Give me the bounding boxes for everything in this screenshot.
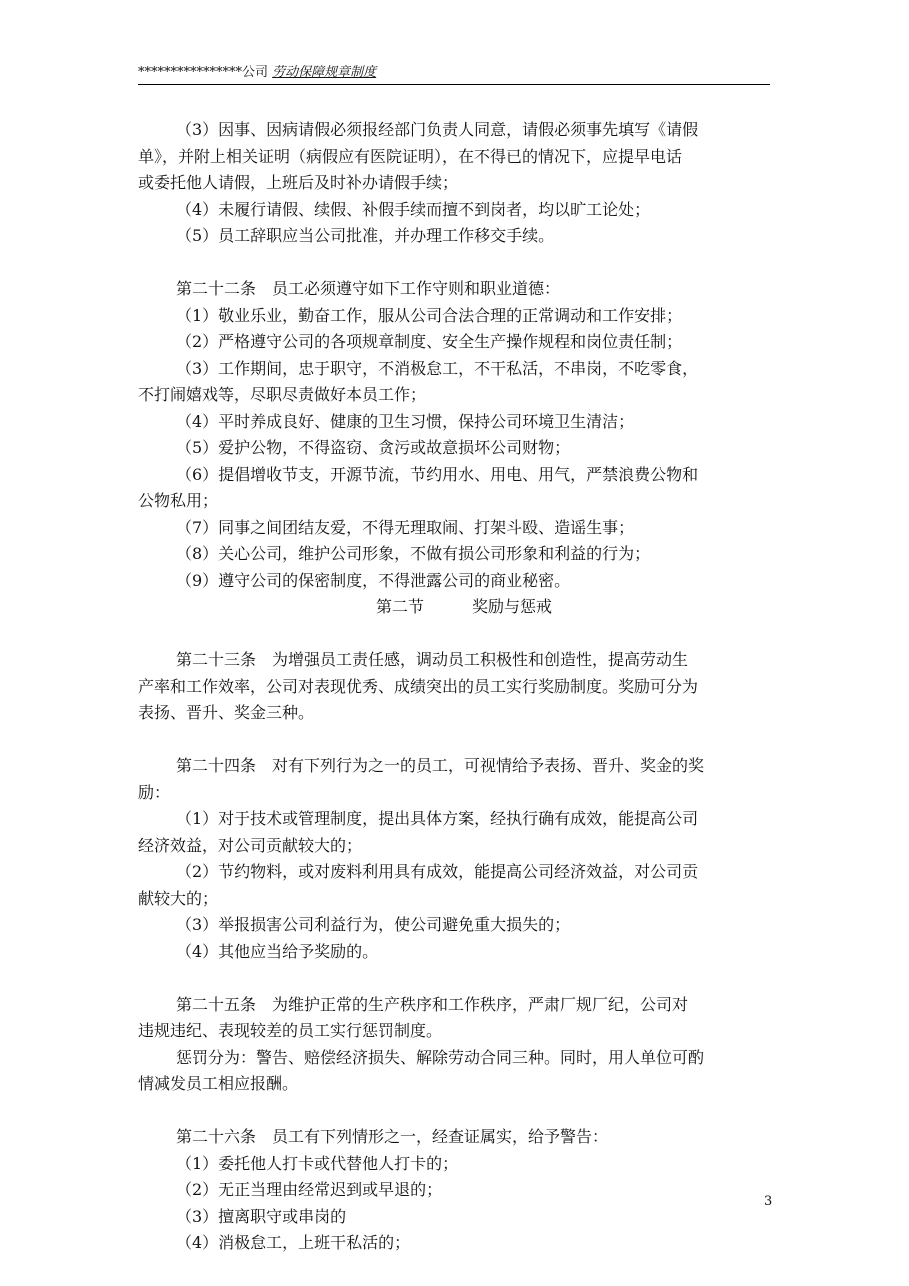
text-line: （2）节约物料，或对废料利用具有成效，能提高公司经济效益，对公司贡	[176, 862, 699, 881]
text-line: （1）敬业乐业，勤奋工作，服从公司合法合理的正常调动和工作安排；	[176, 305, 683, 325]
text-line: （4）平时养成良好、健康的卫生习惯，保持公司环境卫生清洁；	[176, 411, 635, 431]
text-line: 第二十四条 对有下列行为之一的员工，可视情给予表扬、晋升、奖金的奖	[176, 756, 705, 775]
text-line: 产率和工作效率，公司对表现优秀、成绩突出的员工实行奖励制度。奖励可分为	[138, 676, 699, 696]
text-line: （1）对于技术或管理制度，提出具体方案，经执行确有成效，能提高公司	[176, 809, 699, 828]
section-heading: 第二节 奖励与惩戒	[376, 597, 553, 616]
text-line: （3）因事、因病请假必须报经部门负责人同意，请假必须事先填写《请假	[176, 120, 699, 139]
blank-line	[138, 965, 770, 992]
text-line: （8）关心公司，维护公司形象，不做有损公司形象和利益的行为；	[176, 544, 651, 563]
text-line: （4）消极怠工，上班干私活的；	[176, 1233, 411, 1252]
text-line: （4）其他应当给予奖励的。	[176, 941, 379, 961]
blank-line	[138, 250, 770, 277]
blank-line	[138, 1098, 770, 1125]
page-header	[138, 64, 770, 85]
text-line: 第二十二条 员工必须遵守如下工作守则和职业道德：	[176, 279, 561, 298]
text-line: 表扬、晋升、奖金三种。	[138, 703, 315, 722]
text-line: 献较大的；	[138, 888, 219, 908]
text-line: 单》，并附上相关证明（病假应有医院证明），在不得已的情况下，应提早电话	[138, 146, 683, 166]
text-line: 不打闹嬉戏等，尽职尽责做好本员工作；	[138, 385, 427, 404]
text-line: （9）遵守公司的保密制度，不得泄露公司的商业秘密。	[176, 570, 571, 590]
text-line: （7）同事之间团结友爱，不得无理取闹、打架斗殴、造谣生事；	[176, 517, 635, 537]
text-line: （5）爱护公物，不得盗窃、贪污或故意损坏公司财物；	[176, 438, 571, 457]
text-line: （3）工作期间，忠于职守，不消极怠工，不干私活，不串岗，不吃零食，	[176, 358, 699, 378]
text-line: （6）提倡增收节支，开源节流，节约用水、用电、用气，严禁浪费公物和	[176, 464, 699, 484]
blank-line	[138, 727, 770, 754]
document-body	[138, 117, 773, 1257]
text-line: 励：	[138, 782, 171, 802]
header-document-title: 劳动保障规章制度	[272, 65, 377, 80]
text-line: 情减发员工相应报酬。	[138, 1074, 299, 1093]
text-line: 第二十三条 为增强员工责任感，调动员工积极性和创造性，提高劳动生	[176, 650, 689, 669]
page-number: 3	[764, 1194, 773, 1209]
blank-line	[138, 621, 770, 648]
text-line: （3）擅离职守或串岗的	[176, 1206, 347, 1226]
header-company: ****************公司	[138, 65, 273, 80]
text-line: 经济效益，对公司贡献较大的；	[138, 835, 363, 855]
text-line: 违规违纪、表现较差的员工实行惩罚制度。	[138, 1021, 443, 1040]
text-line: （5）员工辞职应当公司批准，并办理工作移交手续。	[176, 226, 555, 245]
text-line: （1）委托他人打卡或代替他人打卡的；	[176, 1153, 459, 1173]
text-line: （2）严格遵守公司的各项规章制度、安全生产操作规程和岗位责任制；	[176, 332, 683, 351]
text-line: 第二十六条 员工有下列情形之一，经查证属实，给予警告：	[176, 1127, 609, 1146]
text-line: 公物私用；	[138, 491, 219, 510]
text-line: 第二十五条 为维护正常的生产秩序和工作秩序，严肃厂规厂纪，公司对	[176, 994, 689, 1014]
text-line: （2）无正当理由经常迟到或早退的；	[176, 1180, 443, 1199]
text-line: （3）举报损害公司利益行为，使公司避免重大损失的；	[176, 915, 571, 934]
text-line: 惩罚分为：警告、赔偿经济损失、解除劳动合同三种。同时，用人单位可酌	[176, 1047, 705, 1067]
text-line: （4）未履行请假、续假、补假手续而擅不到岗者，均以旷工论处；	[176, 199, 651, 219]
text-line: 或委托他人请假，上班后及时补办请假手续；	[138, 173, 459, 192]
